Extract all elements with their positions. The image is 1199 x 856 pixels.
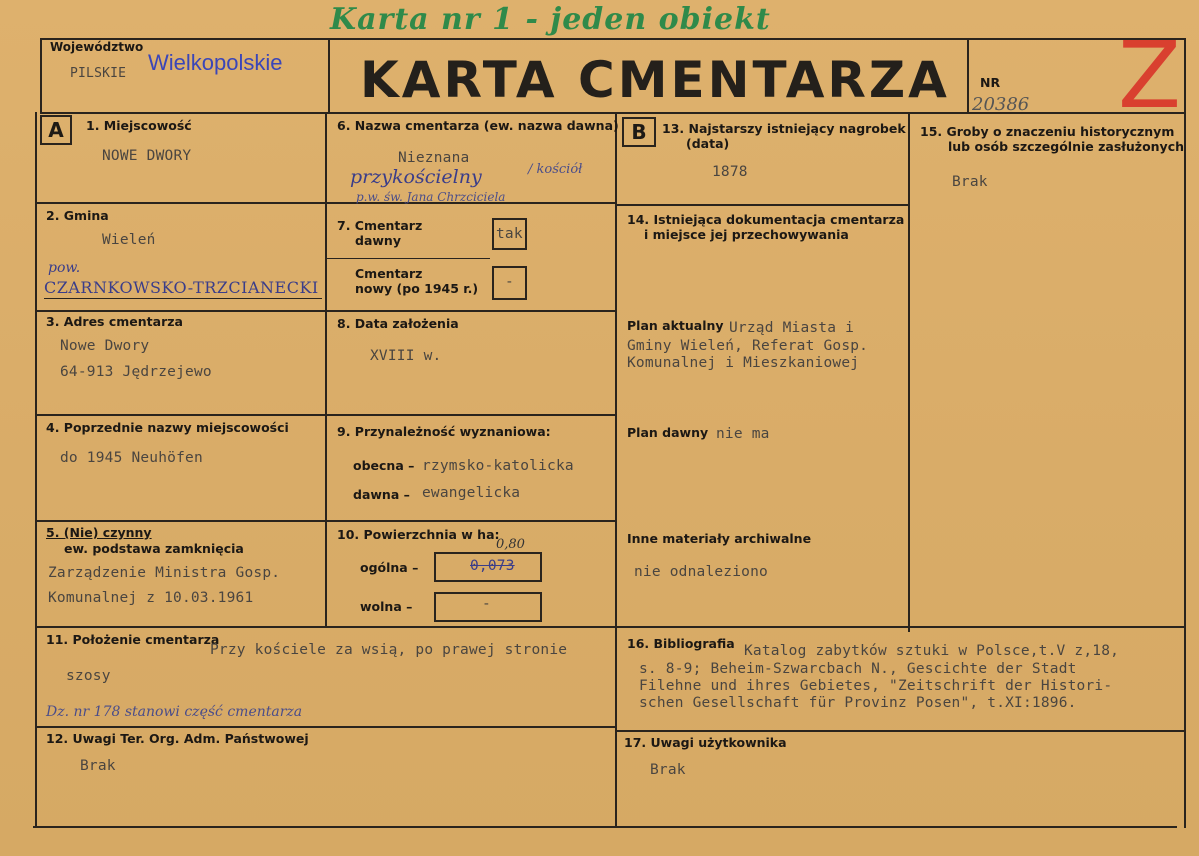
f5-line1: Zarządzenie Ministra Gosp. xyxy=(48,565,281,581)
frame-left-header xyxy=(40,38,42,114)
header-divider-2 xyxy=(967,38,969,114)
f7-new-value: - xyxy=(505,274,514,290)
col-divider-1 xyxy=(325,112,327,628)
voivodeship-label: Województwo xyxy=(50,40,144,54)
f14-plan-current-label: Plan aktualny xyxy=(627,318,724,333)
f5-label-line1: 5. (Nie) czynny xyxy=(46,525,152,540)
frame-right xyxy=(1184,38,1186,828)
voivodeship-stamp: Wielkopolskie xyxy=(148,50,283,75)
f11-hand-note: Dz. nr 178 stanowi część cmentarza xyxy=(46,704,303,720)
row-line-l6 xyxy=(35,726,617,728)
f2-value: Wieleń xyxy=(102,232,156,248)
f9-former-value: ewangelicka xyxy=(422,485,521,501)
col-divider-3 xyxy=(908,112,910,632)
frame-top xyxy=(40,38,1186,40)
f15-label-line1: 15. Groby o znaczeniu historycznym xyxy=(920,124,1175,139)
f9-former-label: dawna – xyxy=(353,487,410,502)
row-line-c7 xyxy=(325,258,490,259)
f15-label-line2: lub osób szczególnie zasłużonych xyxy=(948,139,1185,154)
f2-label: 2. Gmina xyxy=(46,208,109,223)
f16-label: 16. Bibliografia xyxy=(627,636,735,651)
f7-old-value: tak xyxy=(496,226,523,242)
f13-label-line2: (data) xyxy=(686,136,730,151)
frame-bottom xyxy=(33,826,1177,828)
f15-value: Brak xyxy=(952,174,988,190)
f11-label: 11. Położenie cmentarza xyxy=(46,632,220,647)
f14-label-line1: 14. Istniejąca dokumentacja cmentarza xyxy=(627,212,905,227)
f14-plan-current-line3: Komunalnej i Mieszkaniowej xyxy=(627,355,860,371)
f17-value: Brak xyxy=(650,762,686,778)
f13-label-line1: 13. Najstarszy istniejący nagrobek xyxy=(662,121,906,136)
f3-label: 3. Adres cmentarza xyxy=(46,314,183,329)
f10-total-value: 0,073 xyxy=(470,558,515,574)
letter-mark: Z xyxy=(1118,22,1182,129)
f13-value: 1878 xyxy=(712,164,748,180)
f4-value: do 1945 Neuhöfen xyxy=(60,450,203,466)
f17-label: 17. Uwagi użytkownika xyxy=(624,735,787,750)
frame-left xyxy=(35,112,37,828)
f11-line1: Przy kościele za wsią, po prawej stronie xyxy=(210,642,568,658)
f6-hand-line1: przykościelny xyxy=(350,166,482,188)
row-line-r6 xyxy=(615,730,1185,732)
top-annotation: Karta nr 1 - jeden obiekt xyxy=(330,2,771,37)
f2-pow-prefix: pow. xyxy=(48,260,81,276)
f14-plan-current-line1: Urząd Miasta i xyxy=(729,320,855,336)
section-b-letter: B xyxy=(622,117,656,147)
f11-line2: szosy xyxy=(66,668,111,684)
f3-line2: 64-913 Jędrzejewo xyxy=(60,364,212,380)
f7-new-label-2: nowy (po 1945 r.) xyxy=(355,281,479,296)
row-line-l1 xyxy=(35,202,617,204)
f7-old-label-2: dawny xyxy=(355,233,401,248)
f16-line3: Filehne und ihres Gebietes, "Zeitschrift der Histori- xyxy=(639,678,1113,694)
f8-label: 8. Data założenia xyxy=(337,316,459,331)
row-line-b1 xyxy=(615,204,910,206)
f10-total-label: ogólna – xyxy=(360,560,419,575)
f4-label: 4. Poprzednie nazwy miejscowości xyxy=(46,420,289,435)
row-line-l4 xyxy=(35,520,617,522)
f2-pow-underline xyxy=(44,298,322,299)
f9-current-label: obecna – xyxy=(353,458,415,473)
page-title: KARTA CMENTARZA xyxy=(360,51,950,109)
f16-line2: s. 8-9; Beheim-Szwarcbach N., Gescichte der Stadt xyxy=(639,661,1077,677)
f14-label-line2: i miejsce jej przechowywania xyxy=(644,227,849,242)
f14-other-value: nie odnaleziono xyxy=(634,564,768,580)
section-a-letter: A xyxy=(40,115,72,145)
f10-free-value: - xyxy=(482,596,491,612)
header-divider-1 xyxy=(328,38,330,114)
voivodeship-typed: PILSKIE xyxy=(70,66,127,81)
f10-label: 10. Powierzchnia w ha: xyxy=(337,527,500,542)
f7-new-label-1: Cmentarz xyxy=(355,266,423,281)
f7-old-label-1: 7. Cmentarz xyxy=(337,218,423,233)
f5-line2: Komunalnej z 10.03.1961 xyxy=(48,590,254,606)
f8-value: XVIII w. xyxy=(370,348,442,364)
f9-label: 9. Przynależność wyznaniowa: xyxy=(337,424,551,439)
f14-plan-old-label: Plan dawny xyxy=(627,425,709,440)
f2-pow-value: CZARNKOWSKO-TRZCIANECKI xyxy=(44,278,319,297)
f10-total-correction: 0,80 xyxy=(496,537,525,552)
f14-plan-old-value: nie ma xyxy=(716,426,770,442)
row-line-l2 xyxy=(35,310,617,312)
row-line-l3 xyxy=(35,414,617,416)
nr-label: NR xyxy=(980,75,1001,90)
f3-line1: Nowe Dwory xyxy=(60,338,150,354)
f6-hand-line2: p.w. św. Jana Chrzciciela xyxy=(356,190,506,204)
f6-value: Nieznana xyxy=(398,150,470,166)
nr-value: 20386 xyxy=(972,94,1030,115)
f12-label: 12. Uwagi Ter. Org. Adm. Państwowej xyxy=(46,731,309,746)
f1-value: NOWE DWORY xyxy=(102,148,192,164)
f16-line4: schen Gesellschaft für Provinz Posen", t.XI:1896. xyxy=(639,695,1077,711)
f10-free-label: wolna – xyxy=(360,599,413,614)
f14-plan-current-line2: Gminy Wieleń, Referat Gosp. xyxy=(627,338,869,354)
f6-hand-line1b: / kościół xyxy=(528,162,583,177)
f16-line1: Katalog zabytków sztuki w Polsce,t.V z,18, xyxy=(744,643,1120,659)
f12-value: Brak xyxy=(80,758,116,774)
f1-label: 1. Miejscowość xyxy=(86,118,192,133)
col-divider-2 xyxy=(615,112,617,828)
f6-label: 6. Nazwa cmentarza (ew. nazwa dawna) xyxy=(337,118,619,133)
row-line-l5 xyxy=(35,626,1185,628)
f9-current-value: rzymsko-katolicka xyxy=(422,458,574,474)
f5-label-line2: ew. podstawa zamknięcia xyxy=(64,541,244,556)
f14-other-label: Inne materiały archiwalne xyxy=(627,531,812,546)
